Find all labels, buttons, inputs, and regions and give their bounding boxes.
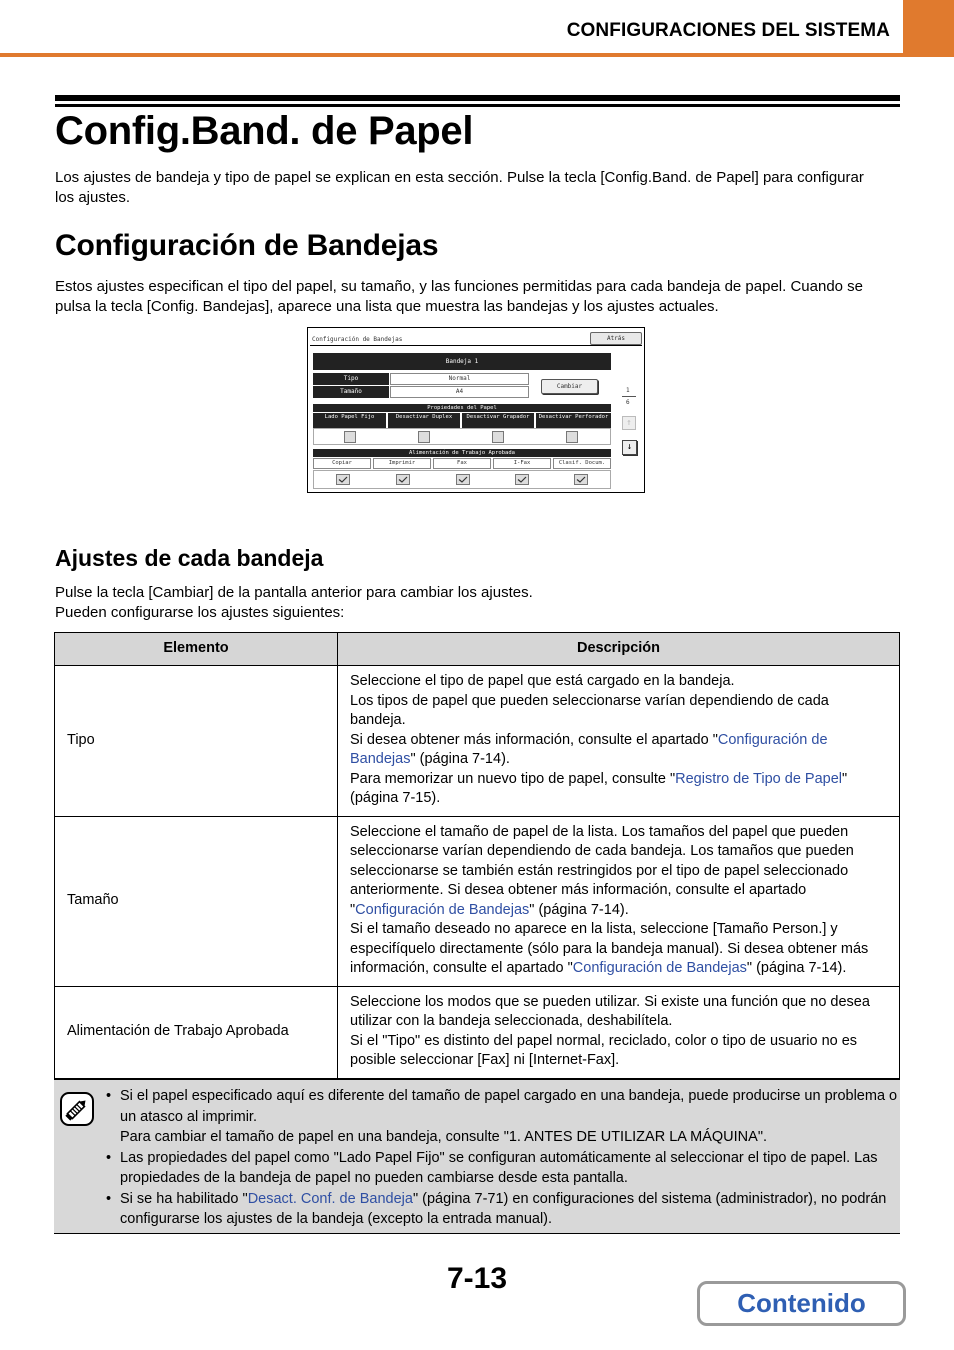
desc-text: " (página 7-14). — [746, 960, 847, 976]
link-desact-conf-bandeja[interactable]: Desact. Conf. de Bandeja — [247, 1190, 413, 1207]
table-cell-element: Alimentación de Trabajo Aprobada — [55, 986, 338, 1078]
table-cell-description — [338, 816, 900, 986]
sub-heading: Ajustes de cada bandeja — [55, 545, 324, 571]
screen-title: Configuración de Bandejas — [312, 336, 403, 343]
prop-label-3: Desactivar Perforador — [536, 413, 611, 428]
change-button[interactable]: Cambiar — [541, 379, 598, 394]
note-list — [100, 1086, 910, 1230]
scroll-down-arrow-icon[interactable]: ↓ — [622, 440, 637, 455]
desc-text: " (página 7-15). — [350, 770, 848, 806]
header-accent-block — [903, 0, 954, 57]
table-header-row — [55, 633, 900, 666]
check-icon — [516, 475, 528, 484]
header-accent-line — [0, 53, 903, 57]
prop-label-2: Desactivar Grapador — [462, 413, 534, 428]
note-text: Si se ha habilitado " — [120, 1190, 248, 1207]
desc-text: Seleccione el tamaño de papel de la lista. Los tamaños del papel que pueden seleccionarse varían dependiendo de cada bandeja. Los tamaños que pueden seleccionarse se también están restringidos por el tipo de papel seleccionado anteriormente. Si desea obtener más información, consulte el apartado " — [350, 823, 854, 918]
contents-button[interactable]: Contenido — [697, 1281, 906, 1326]
table-row — [55, 666, 900, 817]
note-text: Si el papel especificado aquí es diferente del tamaño de papel cargado en una bandeja, puede producirse un problema o un atasco al imprimir. — [120, 1088, 898, 1125]
prop-checkbox-1[interactable] — [418, 431, 430, 443]
note-item — [120, 1189, 910, 1230]
page-divider — [622, 396, 636, 397]
check-icon — [457, 475, 469, 484]
check-icon — [397, 475, 409, 484]
note-item — [120, 1148, 910, 1189]
link-configuracion-bandejas[interactable]: Configuración de Bandejas — [350, 731, 828, 767]
tray-label: Bandeja 1 — [313, 353, 611, 370]
prop-checkbox-0[interactable] — [344, 431, 356, 443]
table-row — [55, 816, 900, 986]
prop-label-0: Lado Papel Fijo — [313, 413, 386, 428]
job-label-4: Clasif. Docum. — [553, 458, 611, 469]
note-text: Para cambiar el tamaño de papel en una bandeja, consulte "1. ANTES DE UTILIZAR LA MÁQUINA". — [120, 1129, 768, 1145]
section-heading: Configuración de Bandejas — [55, 229, 439, 262]
screen-divider — [310, 345, 642, 346]
job-checkbox-2[interactable] — [456, 474, 470, 485]
prop-checkbox-2[interactable] — [492, 431, 504, 443]
table-cell-element: Tipo — [55, 666, 338, 817]
back-button[interactable]: Atrás — [590, 332, 642, 345]
job-checkbox-4[interactable] — [574, 474, 588, 485]
job-checkbox-1[interactable] — [396, 474, 410, 485]
title-rule-thin — [55, 104, 900, 107]
desc-text: Para memorizar un nuevo tipo de papel, consulte " — [350, 770, 676, 787]
desc-text: " (página 7-14). — [410, 751, 510, 767]
type-value: Normal — [390, 373, 529, 385]
desc-text: " (página 7-14). — [529, 901, 629, 918]
job-label-2: Fax — [433, 458, 491, 469]
props-header: Propiedades del Papel — [313, 404, 611, 412]
page-title: Config.Band. de Papel — [55, 109, 474, 153]
sub-text-1: Pulse la tecla [Cambiar] de la pantalla anterior para cambiar los ajustes. — [55, 584, 533, 601]
table-cell-description — [338, 986, 900, 1078]
link-registro-tipo-papel[interactable]: Registro de Tipo de Papel — [675, 770, 842, 787]
header-section-title: CONFIGURACIONES DEL SISTEMA — [566, 20, 890, 41]
desc-text: Si desea obtener más información, consulte el apartado " — [350, 731, 718, 748]
scroll-up-arrow-icon[interactable]: ↑ — [622, 416, 636, 430]
note-text: " (página 7-71) en configuraciones del sistema (administrador), no podrán configurarse los ajustes de la bandeja (excepto la entrada manual). — [120, 1190, 887, 1227]
tray-settings-screenshot — [307, 327, 645, 493]
desc-text: Si el "Tipo" es distinto del papel normal, reciclado, color o tipo de usuario no es posible seleccionar [Fax] ni [Internet-Fax]. — [350, 1032, 858, 1068]
job-label-3: I-Fax — [493, 458, 551, 469]
table-header-description: Descripción — [338, 633, 900, 666]
check-icon — [337, 475, 349, 484]
job-checkbox-0[interactable] — [336, 474, 350, 485]
table-header-element: Elemento — [55, 633, 338, 666]
link-configuracion-bandejas[interactable]: Configuración de Bandejas — [355, 901, 530, 918]
intro-text: Los ajustes de bandeja y tipo de papel se explican en esta sección. Pulse la tecla [Config.Band. de Papel] para configurar los ajustes. — [55, 169, 864, 206]
desc-text: Seleccione los modos que se pueden utilizar. Si existe una función que no desea utilizar con la bandeja seleccionada, deshabilítela. — [350, 993, 870, 1029]
size-value: A4 — [390, 386, 529, 398]
table-row — [55, 986, 900, 1078]
note-text: Las propiedades del papel como "Lado Papel Fijo" se configuran automáticamente al seleccionar el tipo de papel. Las propiedades de la bandeja de papel no pueden cambiarse desde esta pantalla. — [120, 1149, 878, 1186]
prop-checkbox-3[interactable] — [566, 431, 578, 443]
check-icon — [575, 475, 587, 484]
settings-table — [54, 632, 900, 1079]
size-label: Tamaño — [313, 386, 389, 398]
table-cell-element: Tamaño — [55, 816, 338, 986]
job-checkbox-3[interactable] — [515, 474, 529, 485]
note-item — [120, 1086, 910, 1148]
desc-text: Los tipos de papel que pueden seleccionarse varían dependiendo de cada bandeja. — [350, 692, 829, 728]
link-configuracion-bandejas[interactable]: Configuración de Bandejas — [572, 960, 747, 976]
section-text: Estos ajustes especifican el tipo del papel, su tamaño, y las funciones permitidas para cada bandeja de papel. Cuando se pulsa la tecla [Config. Bandejas], aparece una lista que muestra las bandejas y los ajustes actuales. — [55, 278, 864, 315]
page-number: 7-13 — [446, 1262, 508, 1295]
desc-text: Si el tamaño deseado no aparece en la lista, seleccione [Tamaño Person.] y especifíquelo directamente (sólo para la bandeja manual). Si desea obtener más información, consulte el apartado " — [350, 921, 869, 976]
type-label: Tipo — [313, 373, 389, 385]
sub-text-2: Pueden configurarse los ajustes siguientes: — [55, 604, 345, 621]
jobs-header: Alimentación de Trabajo Aprobada — [313, 449, 611, 457]
page-total: 6 — [626, 399, 630, 406]
title-rule-thick — [55, 95, 900, 101]
note-box — [54, 1079, 900, 1234]
prop-label-1: Desactivar Duplex — [388, 413, 460, 428]
job-label-1: Imprimir — [373, 458, 431, 469]
desc-text: Seleccione el tipo de papel que está cargado en la bandeja. — [350, 673, 735, 689]
page-current: 1 — [626, 387, 630, 394]
table-cell-description — [338, 666, 900, 817]
pencil-note-icon — [60, 1092, 94, 1126]
job-label-0: Copiar — [313, 458, 371, 469]
